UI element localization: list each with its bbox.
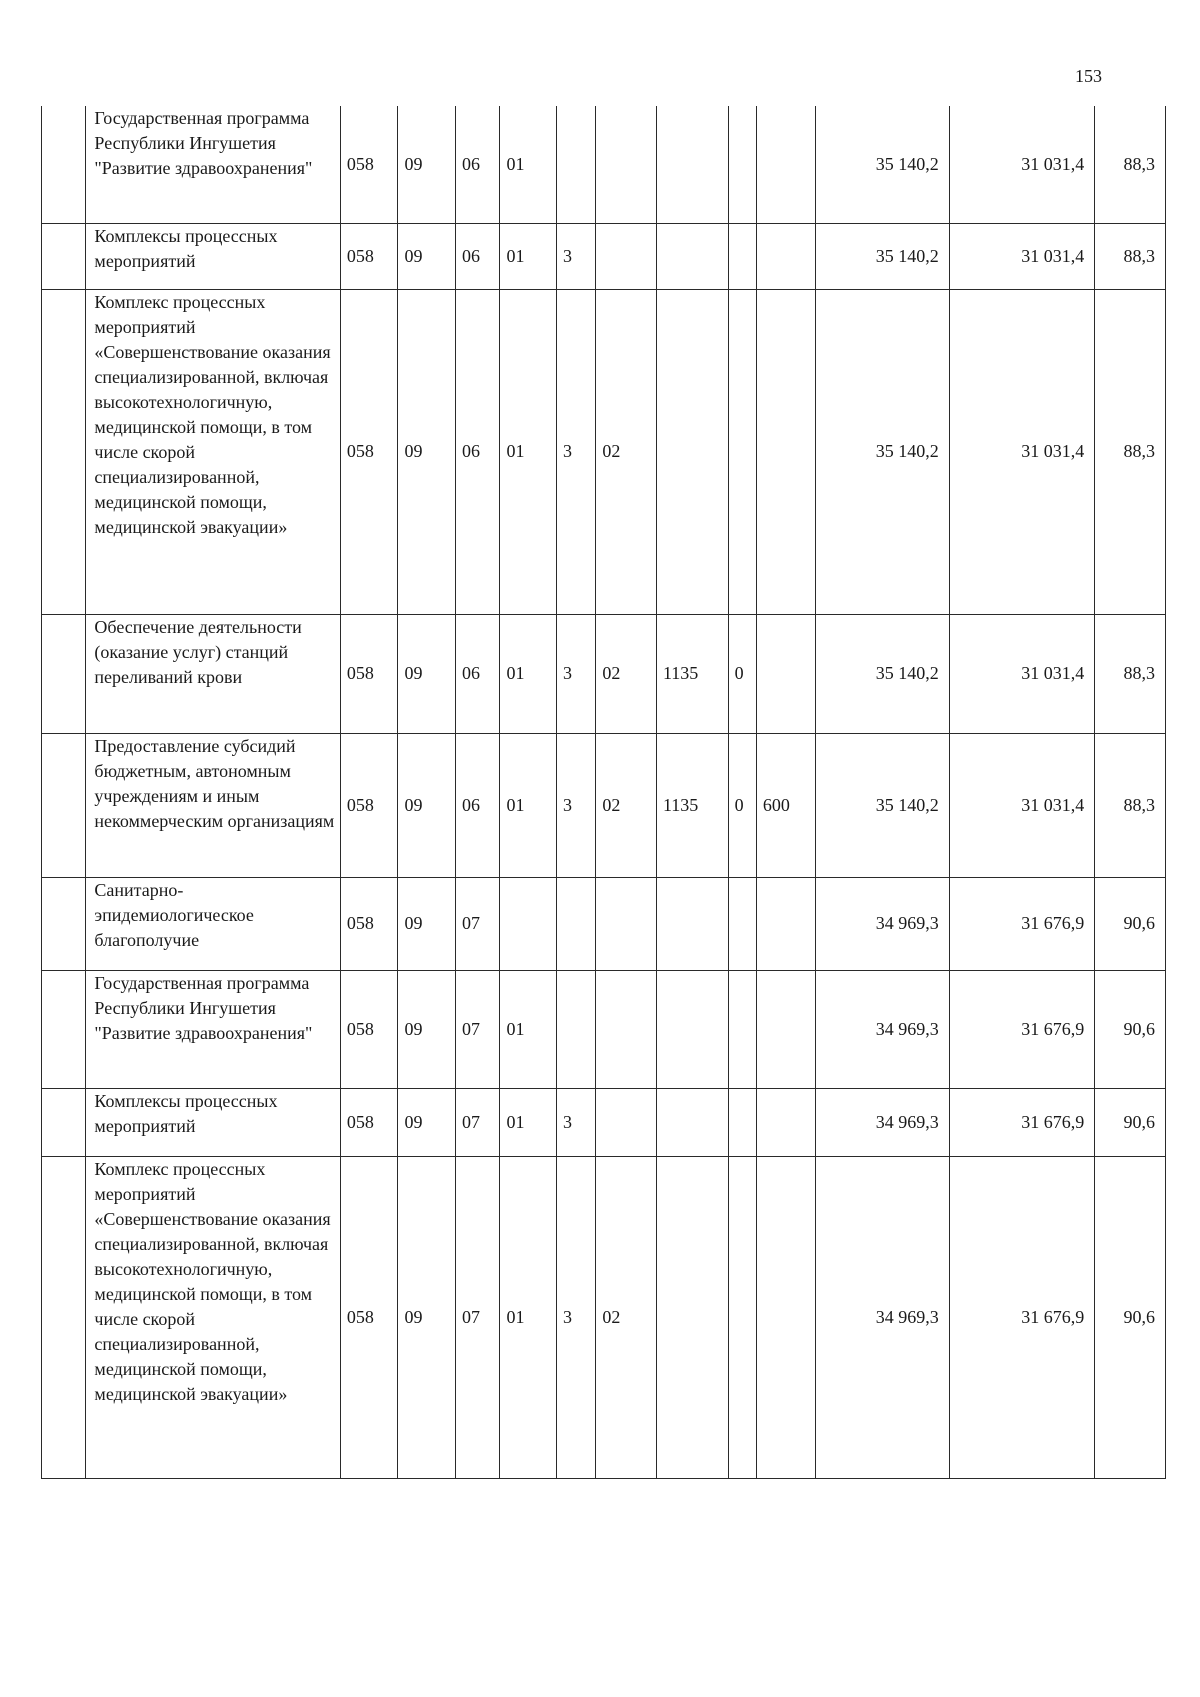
code-cell: 09 — [398, 1088, 456, 1156]
code-cell — [596, 970, 657, 1088]
code-cell: 01 — [500, 1088, 557, 1156]
code-cell — [557, 106, 596, 223]
percent-value: 88,3 — [1095, 289, 1166, 614]
percent-value: 90,6 — [1095, 877, 1166, 970]
percent-value: 88,3 — [1095, 106, 1166, 223]
table-row — [42, 970, 1166, 1088]
code-cell — [728, 289, 756, 614]
code-cell: 06 — [456, 223, 500, 289]
percent-value: 88,3 — [1095, 223, 1166, 289]
code-cell: 09 — [398, 877, 456, 970]
budget-table — [41, 106, 1166, 1479]
row-name: Комплекс процессных мероприятий «Совершенствование оказания специализированной, включая высокотехнологичную, медицинской помощи, в том числе скорой специализированной, медицинской помощи, медицинской эвакуации» — [86, 289, 340, 614]
plan-value: 34 969,3 — [816, 877, 949, 970]
row-name: Санитарно-эпидемиологическое благополучие — [86, 877, 340, 970]
code-cell: 058 — [340, 1156, 398, 1478]
code-cell: 09 — [398, 223, 456, 289]
code-cell: 02 — [596, 289, 657, 614]
code-cell: 3 — [557, 1088, 596, 1156]
code-cell: 3 — [557, 733, 596, 877]
code-cell: 07 — [456, 877, 500, 970]
code-cell: 0 — [728, 614, 756, 733]
row-name: Комплекс процессных мероприятий «Совершенствование оказания специализированной, включая высокотехнологичную, медицинской помощи, в том числе скорой специализированной, медицинской помощи, медицинской эвакуации» — [86, 1156, 340, 1478]
fact-value: 31 031,4 — [949, 733, 1094, 877]
code-cell — [500, 877, 557, 970]
code-cell: 02 — [596, 733, 657, 877]
code-cell — [656, 1156, 728, 1478]
code-cell: 02 — [596, 1156, 657, 1478]
plan-value: 35 140,2 — [816, 289, 949, 614]
table-row — [42, 106, 1166, 223]
percent-value: 90,6 — [1095, 1156, 1166, 1478]
code-cell — [756, 877, 816, 970]
code-cell: 3 — [557, 1156, 596, 1478]
blank-cell — [42, 970, 86, 1088]
code-cell: 01 — [500, 733, 557, 877]
code-cell — [656, 223, 728, 289]
fact-value: 31 031,4 — [949, 106, 1094, 223]
code-cell — [756, 223, 816, 289]
fact-value: 31 676,9 — [949, 1088, 1094, 1156]
code-cell: 06 — [456, 106, 500, 223]
code-cell: 06 — [456, 733, 500, 877]
code-cell — [728, 106, 756, 223]
code-cell: 02 — [596, 614, 657, 733]
blank-cell — [42, 106, 86, 223]
code-cell — [728, 1088, 756, 1156]
code-cell: 600 — [756, 733, 816, 877]
code-cell — [756, 970, 816, 1088]
code-cell — [656, 1088, 728, 1156]
row-name: Государственная программа Республики Ингушетия "Развитие здравоохранения" — [86, 106, 340, 223]
code-cell: 07 — [456, 1088, 500, 1156]
code-cell: 01 — [500, 1156, 557, 1478]
fact-value: 31 676,9 — [949, 1156, 1094, 1478]
code-cell: 06 — [456, 289, 500, 614]
plan-value: 35 140,2 — [816, 106, 949, 223]
percent-value: 90,6 — [1095, 1088, 1166, 1156]
code-cell: 09 — [398, 733, 456, 877]
code-cell — [596, 1088, 657, 1156]
percent-value: 90,6 — [1095, 970, 1166, 1088]
plan-value: 35 140,2 — [816, 614, 949, 733]
code-cell — [728, 877, 756, 970]
row-name: Предоставление субсидий бюджетным, автономным учреждениям и иным некоммерческим организациям — [86, 733, 340, 877]
code-cell — [756, 614, 816, 733]
code-cell: 01 — [500, 970, 557, 1088]
code-cell: 01 — [500, 106, 557, 223]
code-cell: 058 — [340, 223, 398, 289]
code-cell: 058 — [340, 1088, 398, 1156]
code-cell — [728, 970, 756, 1088]
code-cell: 0 — [728, 733, 756, 877]
code-cell: 09 — [398, 970, 456, 1088]
percent-value: 88,3 — [1095, 733, 1166, 877]
table-row — [42, 1088, 1166, 1156]
table-row — [42, 223, 1166, 289]
code-cell — [656, 289, 728, 614]
percent-value: 88,3 — [1095, 614, 1166, 733]
code-cell: 1135 — [656, 614, 728, 733]
code-cell — [728, 223, 756, 289]
blank-cell — [42, 877, 86, 970]
plan-value: 34 969,3 — [816, 1088, 949, 1156]
code-cell: 058 — [340, 289, 398, 614]
code-cell: 058 — [340, 877, 398, 970]
code-cell: 07 — [456, 1156, 500, 1478]
fact-value: 31 031,4 — [949, 614, 1094, 733]
page-number: 153 — [1075, 66, 1102, 86]
plan-value: 35 140,2 — [816, 733, 949, 877]
row-name: Комплексы процессных мероприятий — [86, 1088, 340, 1156]
code-cell: 07 — [456, 970, 500, 1088]
code-cell: 3 — [557, 223, 596, 289]
blank-cell — [42, 614, 86, 733]
blank-cell — [42, 223, 86, 289]
fact-value: 31 676,9 — [949, 970, 1094, 1088]
code-cell: 01 — [500, 289, 557, 614]
blank-cell — [42, 289, 86, 614]
code-cell: 09 — [398, 289, 456, 614]
code-cell: 1135 — [656, 733, 728, 877]
table-row — [42, 733, 1166, 877]
code-cell: 058 — [340, 106, 398, 223]
code-cell: 09 — [398, 614, 456, 733]
code-cell — [596, 877, 657, 970]
fact-value: 31 031,4 — [949, 223, 1094, 289]
code-cell: 01 — [500, 614, 557, 733]
code-cell: 09 — [398, 106, 456, 223]
code-cell — [656, 877, 728, 970]
code-cell: 3 — [557, 289, 596, 614]
fact-value: 31 031,4 — [949, 289, 1094, 614]
code-cell — [756, 289, 816, 614]
plan-value: 35 140,2 — [816, 223, 949, 289]
blank-cell — [42, 733, 86, 877]
code-cell: 3 — [557, 614, 596, 733]
code-cell — [728, 1156, 756, 1478]
code-cell — [756, 1088, 816, 1156]
plan-value: 34 969,3 — [816, 1156, 949, 1478]
code-cell — [596, 223, 657, 289]
code-cell: 06 — [456, 614, 500, 733]
row-name: Обеспечение деятельности (оказание услуг) станций переливаний крови — [86, 614, 340, 733]
fact-value: 31 676,9 — [949, 877, 1094, 970]
row-name: Комплексы процессных мероприятий — [86, 223, 340, 289]
row-name: Государственная программа Республики Ингушетия "Развитие здравоохранения" — [86, 970, 340, 1088]
code-cell: 09 — [398, 1156, 456, 1478]
table-row — [42, 877, 1166, 970]
code-cell — [756, 106, 816, 223]
blank-cell — [42, 1088, 86, 1156]
code-cell — [596, 106, 657, 223]
blank-cell — [42, 1156, 86, 1478]
code-cell: 01 — [500, 223, 557, 289]
code-cell — [756, 1156, 816, 1478]
code-cell — [557, 877, 596, 970]
code-cell: 058 — [340, 614, 398, 733]
code-cell — [656, 106, 728, 223]
table-row — [42, 289, 1166, 614]
table-row — [42, 1156, 1166, 1478]
code-cell — [656, 970, 728, 1088]
code-cell: 058 — [340, 970, 398, 1088]
plan-value: 34 969,3 — [816, 970, 949, 1088]
table-row — [42, 614, 1166, 733]
code-cell — [557, 970, 596, 1088]
code-cell: 058 — [340, 733, 398, 877]
